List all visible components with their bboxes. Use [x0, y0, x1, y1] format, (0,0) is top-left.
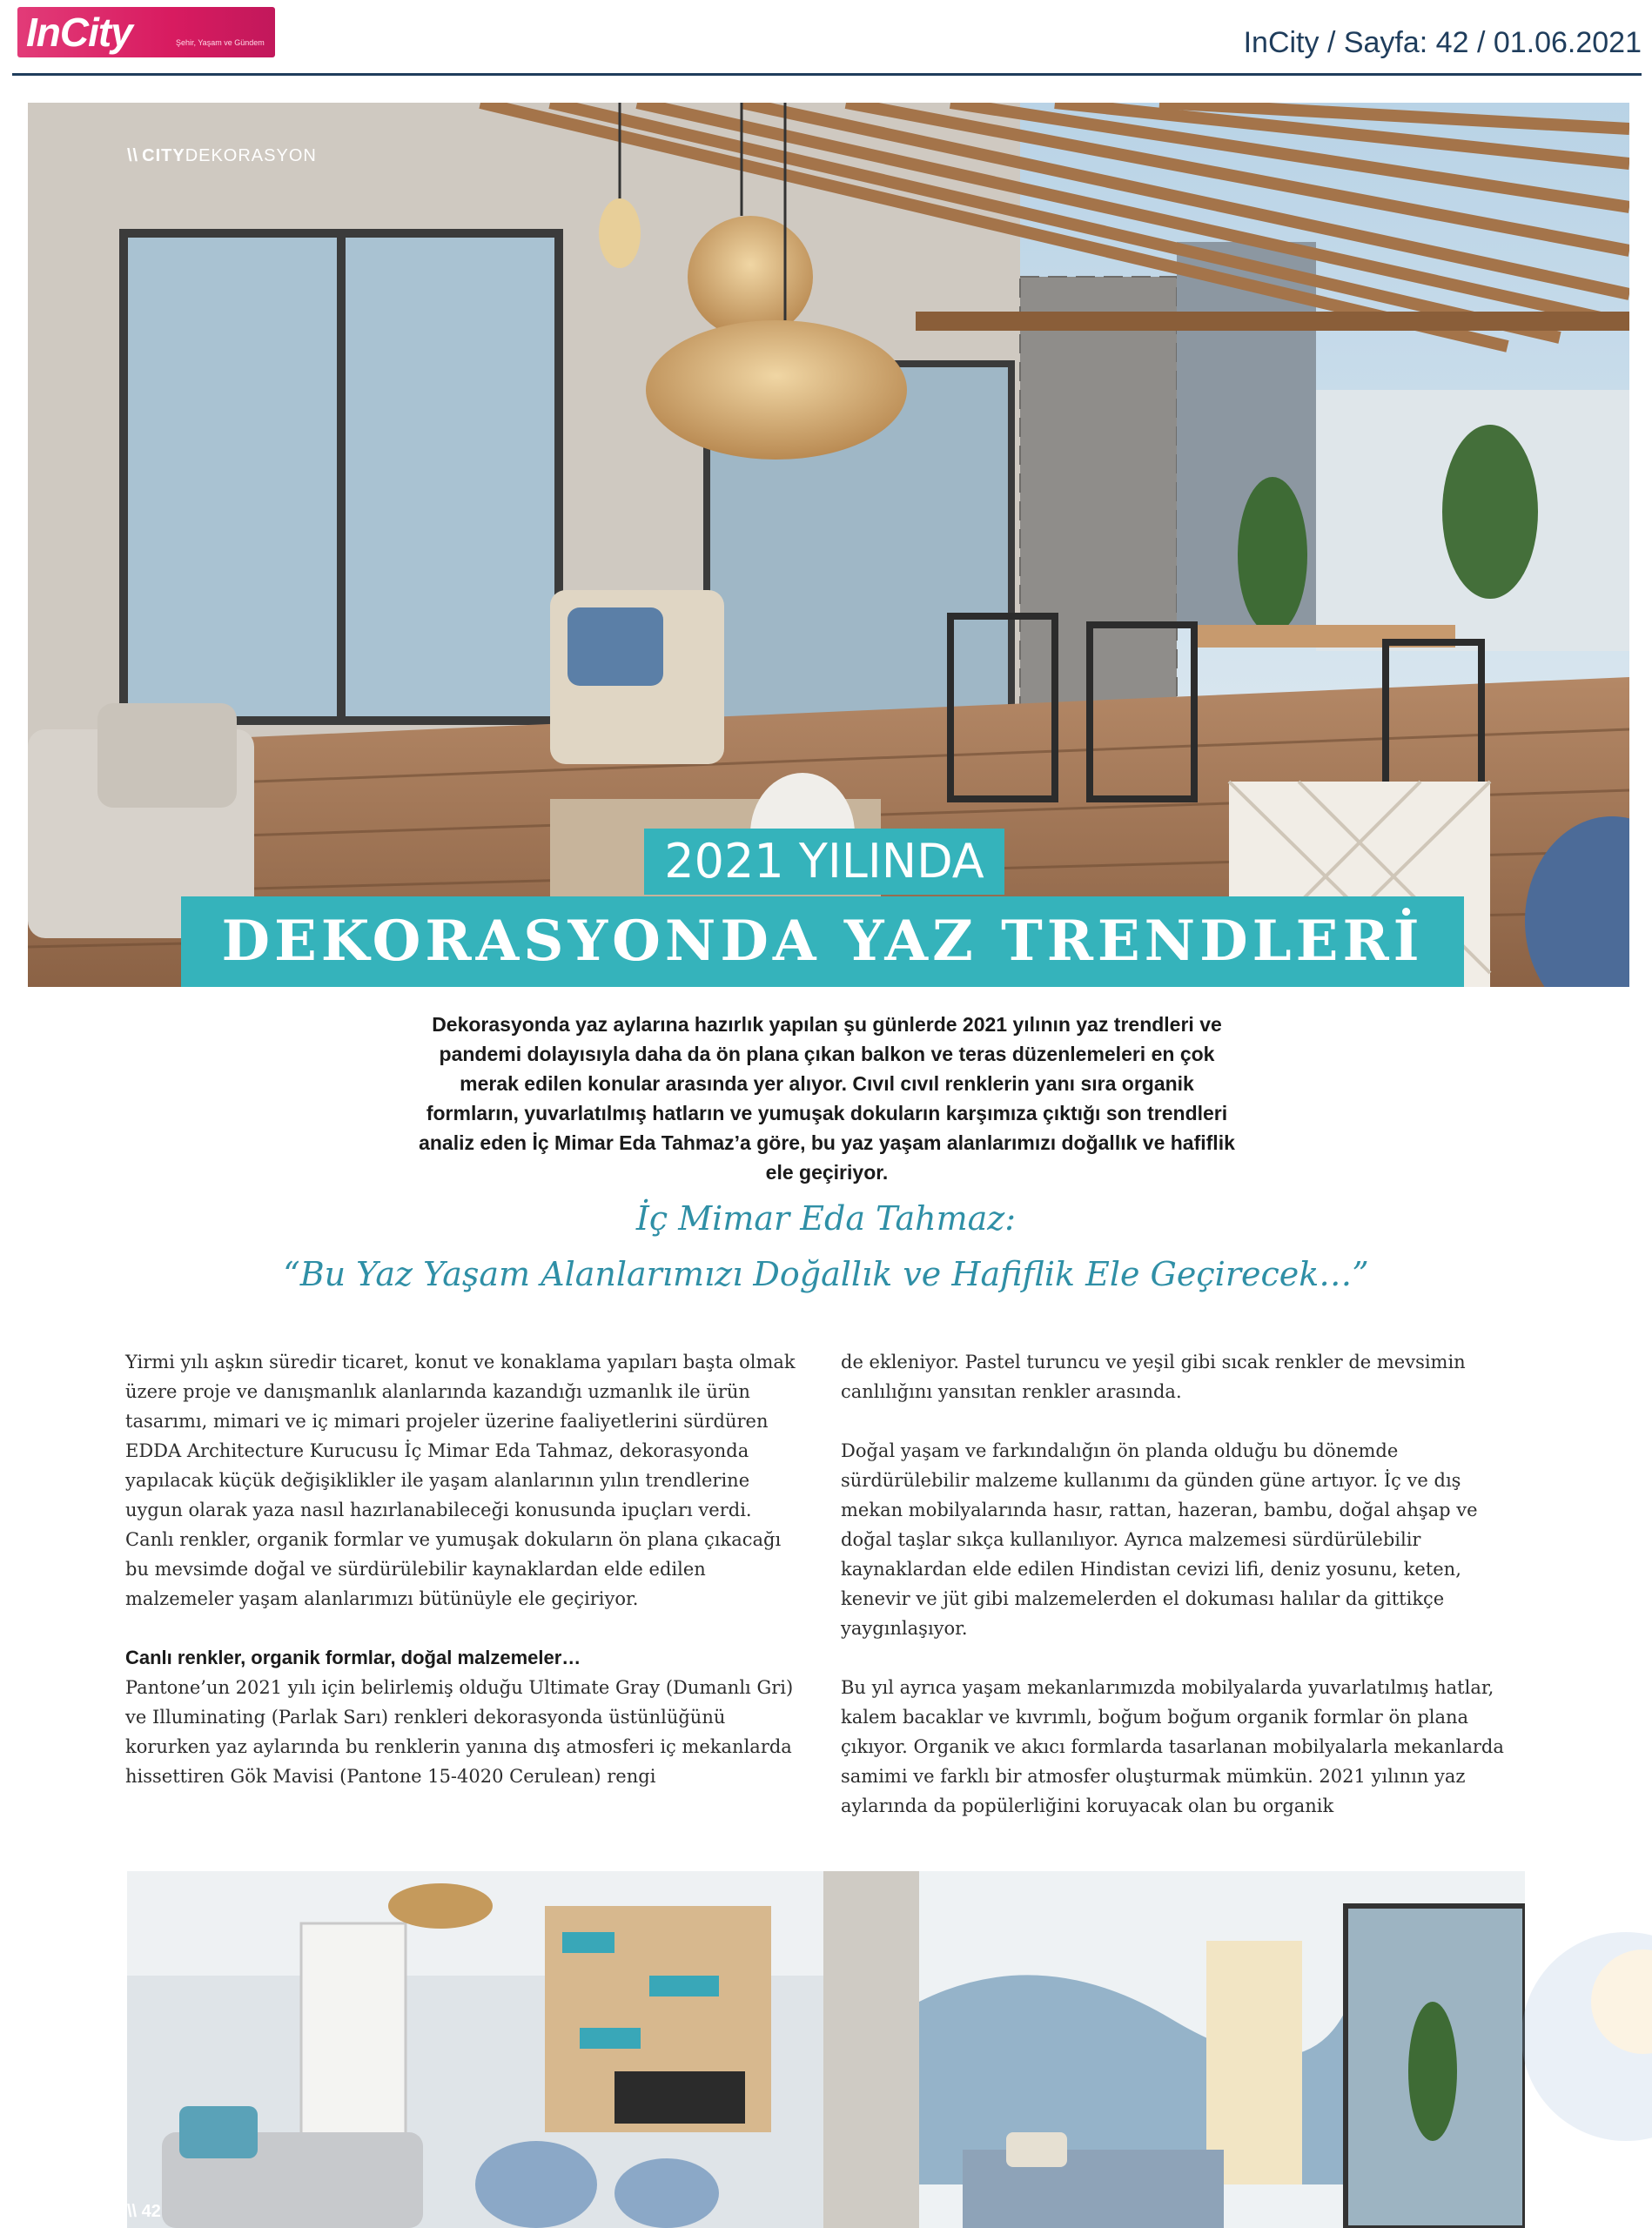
quote-author: İç Mimar Eda Tahmaz:	[635, 1199, 1017, 1238]
title-year: 2021 YILINDA	[664, 834, 984, 889]
section-tag	[127, 146, 317, 166]
interior-illustration	[127, 1871, 1525, 2228]
left-paragraph-2-text: Pantone’un 2021 yılı için belirlemiş olduğu Ultimate Gray (Dumanlı Gri) ve Illuminating (Parlak Sarı) renkleri dekorasyonda üstünlüğünü korurken yaz aylarında bu renklerin yanına dış atmosferi iç mekanlarda hissettiren Gök Mavisi (Pantone 15-4020 Cerulean) rengi	[125, 1677, 794, 1787]
right-paragraph-2: Doğal yaşam ve farkındalığın ön planda olduğu bu dönemde sürdürülebilir malzeme kullanımı da günden güne artıyor. İç ve dış mekan mobilyalarında hasır, rattan, hazeran, bambu, doğal ahşap ve doğal taşlar sıkça kullanılıyor. Ayrıca malzemesi sürdürülebilir kaynaklardan elde edilen Hindistan cevizi lifi, deniz yosunu, keten, kenevir ve jüt gibi malzemelerden el dokuması halılar da gittikçe yaygınlaşıyor.	[841, 1440, 1478, 1639]
watermark-graphic	[1521, 1897, 1652, 2176]
left-column	[125, 1347, 804, 1821]
section-tag-dekorasyon: DEKORASYON	[185, 146, 317, 165]
title-main: DEKORASYONDA YAZ TRENDLERİ	[221, 909, 1424, 974]
section-tag-city: CITY	[142, 146, 185, 165]
left-paragraph-2	[125, 1643, 804, 1791]
page-number: \\ 42	[127, 2202, 161, 2221]
incity-logo	[17, 7, 275, 57]
right-column	[841, 1347, 1520, 1850]
left-paragraph-1: Yirmi yılı aşkın süredir ticaret, konut ve konaklama yapıları başta olmak üzere proje ve danışmanlık alanlarında kazandığı uzmanlık ile ürün tasarımı, mimari ve iç mimari projeler üzerine faaliyetlerini sürdüren EDDA Architecture Kurucusu İç Mimar Eda Tahmaz, dekorasyonda yapılacak küçük değişiklikler ile yaşam alanlarının yılın trendlerine uygun olarak yaza nasıl hazırlanabileceği konusunda ipuçları verdi. Canlı renkler, organik formlar ve yumuşak dokuların ön plana çıkacağı bu mevsimde doğal ve sürdürülebilir kaynaklardan elde edilen malzemeler yaşam alanlarımızı bütünüyle ele geçiriyor.	[125, 1352, 796, 1609]
left-subhead: Canlı renkler, organik formlar, doğal malzemeler…	[125, 1647, 581, 1668]
section-tag-bars: \\	[127, 146, 139, 165]
title-main-box	[181, 896, 1464, 987]
right-paragraph-1: de ekleniyor. Pastel turuncu ve yeşil gibi sıcak renkler de mevsimin canlılığını yansıtan renkler arasında.	[841, 1352, 1466, 1402]
title-year-box	[644, 829, 1004, 895]
logo-tagline: Şehir, Yaşam ve Gündem	[176, 38, 265, 47]
intro-paragraph: Dekorasyonda yaz aylarına hazırlık yapılan şu günlerde 2021 yılının yaz trendleri ve pandemi dolayısıyla daha da ön plana çıkan balkon ve teras düzenlemeleri en çok merak edilen konular arasında yer alıyor. Cıvıl cıvıl renklerin yanı sıra organik formların, yuvarlatılmış hatların ve yumuşak dokuların karşımıza çıktığı son trendleri analiz eden İç Mimar Eda Tahmaz’a göre, bu yaz yaşam alanlarımızı doğallık ve hafiflik ele geçiriyor.	[419, 1013, 1235, 1184]
right-paragraph-3: Bu yıl ayrıca yaşam mekanlarımızda mobilyalarda yuvarlatılmış hatlar, kalem bacaklar ve kıvrımlı, boğum boğum organik formlar ön plana çıkıyor. Organik ve akıcı formlarda tasarlanan mobilyalarla mekanlarda samimi ve farklı bir atmosfer oluşturmak mümkün. 2021 yılının yaz aylarında da popülerliğini koruyacak olan bu organik	[841, 1677, 1504, 1816]
page-info: InCity / Sayfa: 42 / 01.06.2021	[1243, 26, 1642, 59]
quote-text: “Bu Yaz Yaşam Alanlarımızı Doğallık ve Hafiflik Ele Geçirecek…”	[283, 1255, 1369, 1293]
logo-text: InCity	[26, 10, 132, 55]
header-divider	[12, 73, 1642, 76]
bottom-interior-images	[127, 1871, 1525, 2228]
